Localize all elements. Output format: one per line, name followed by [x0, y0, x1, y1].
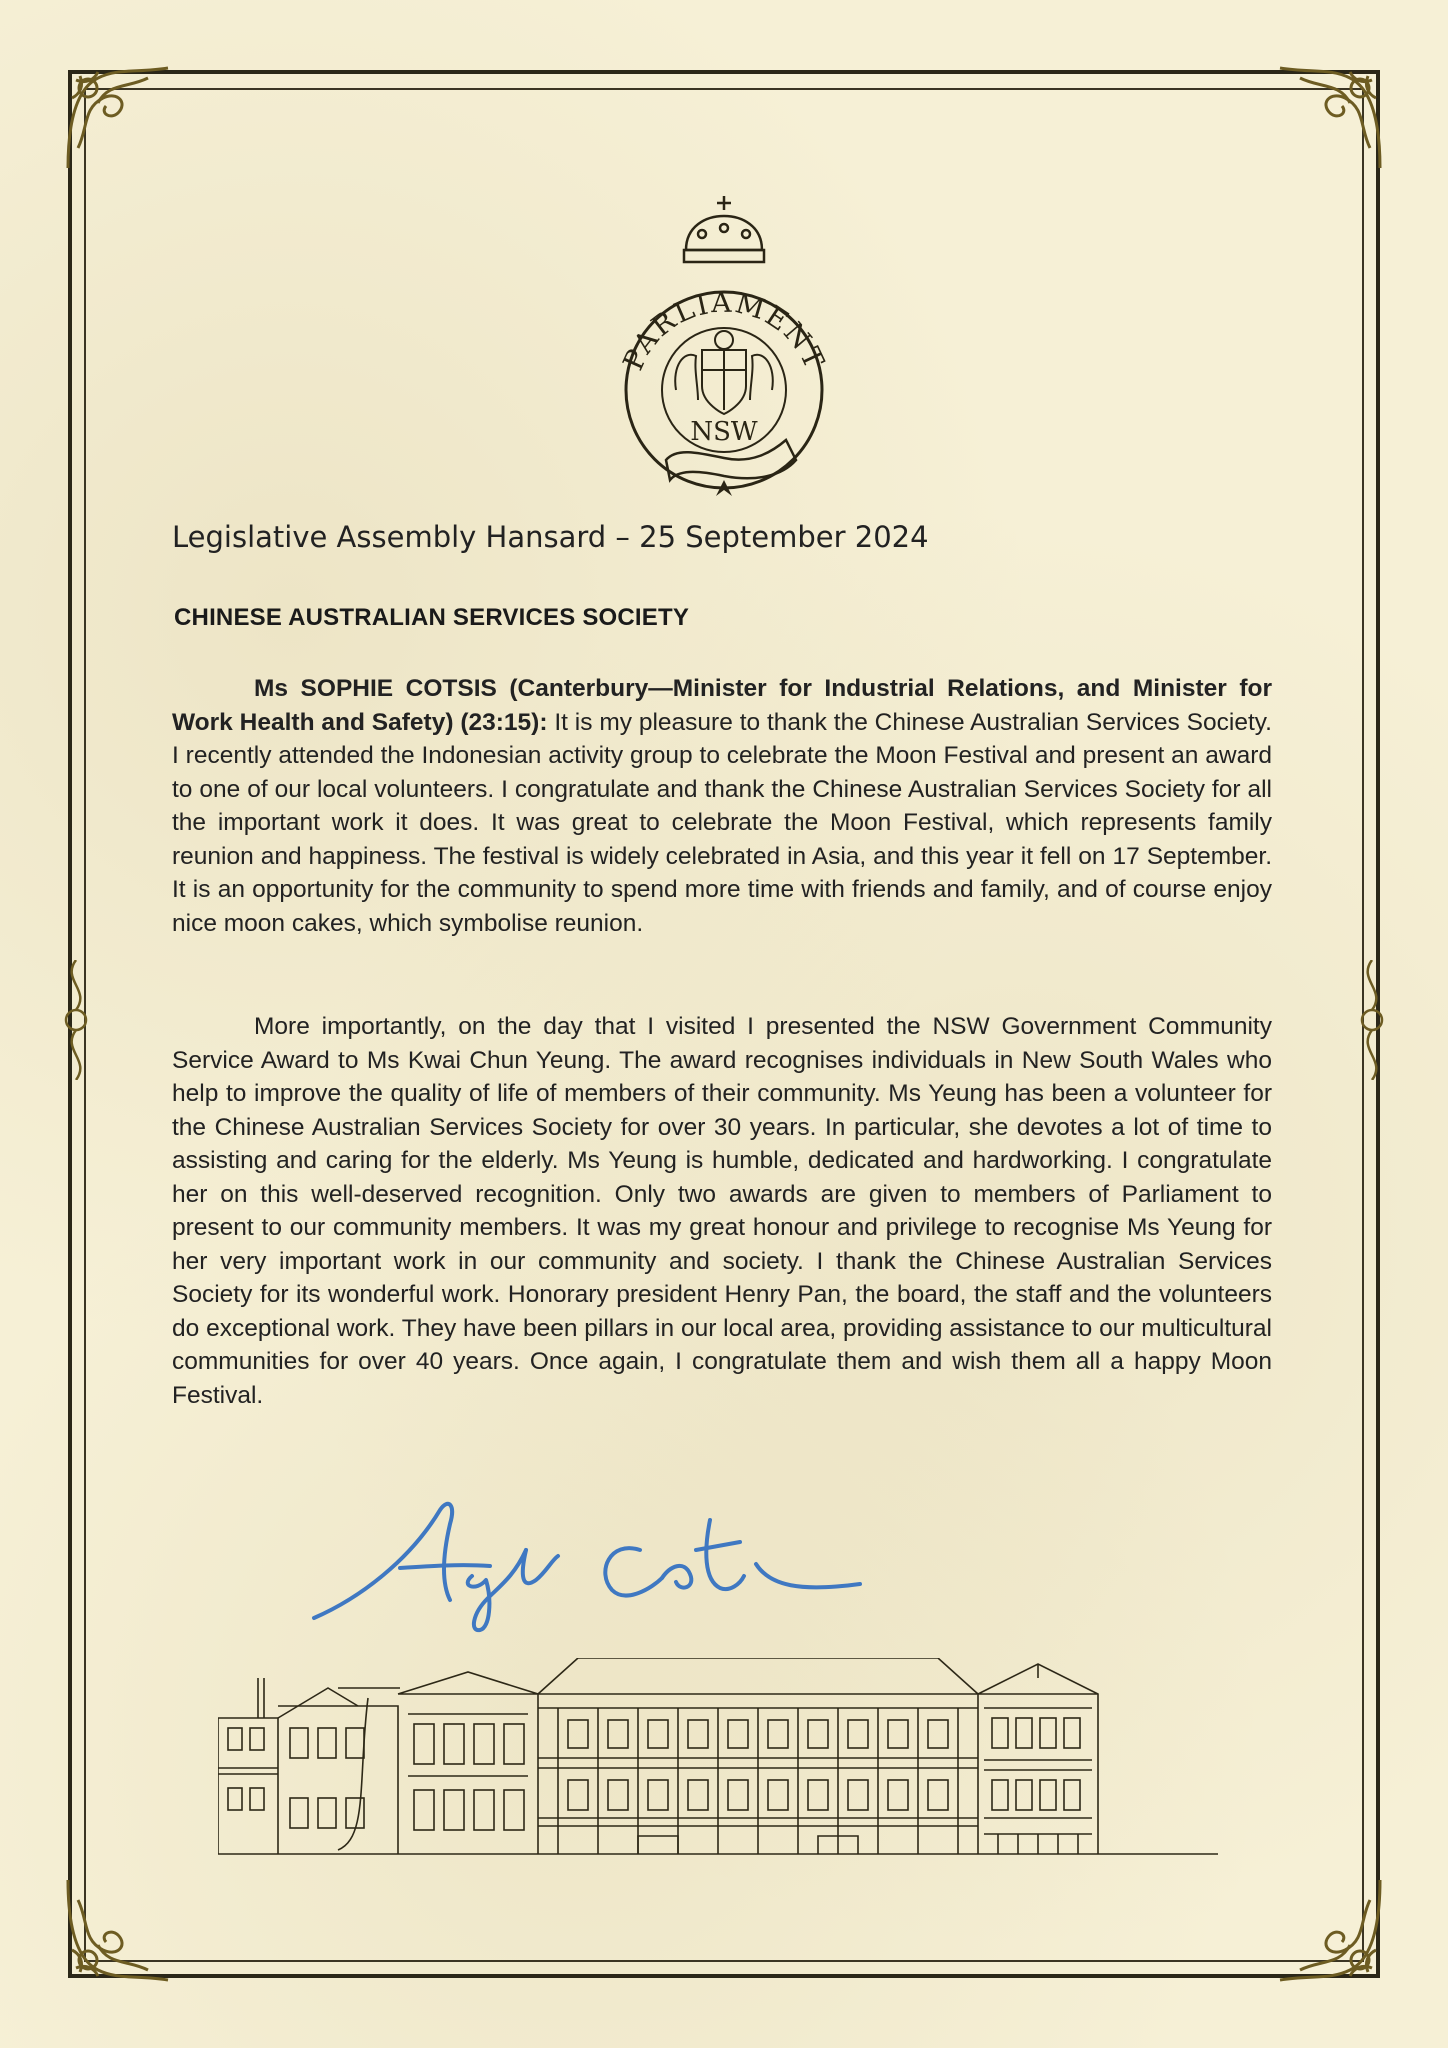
crest-text-top: PARLIAMENT — [616, 285, 832, 376]
ornate-corner-icon — [58, 1870, 178, 1990]
parliament-nsw-crest-icon — [606, 190, 842, 510]
parliament-house-drawing — [218, 1658, 1218, 1858]
ornate-corner-icon — [1270, 58, 1390, 178]
paragraph-2-text: More importantly, on the day that I visited I presented the NSW Government Community Service Award to Ms Kwai Chun Yeung. The award recognises individuals in New South Wales who help to improve the quality of life of members of their community. Ms Yeung has been a volunteer for the Chinese Australian Services Society for over 30 years. In particular, she devotes a lot of time to assisting and caring for the elderly. Ms Yeung is humble, dedicated and hardworking. I congratulate her on this well-deserved recognition. Only two awards are given to members of Parliament to present to our community members. It was my great honour and privilege to recognise Ms Yeung for her very important work in our community and society. I thank the Chinese Australian Services Society for its wonderful work. Honorary president Henry Pan, the board, the staff and the volunteers do exceptional work. They have been pillars in our local area, providing assistance to our multicultural communities for over 40 years. Once again, I congratulate them and wish them all a happy Moon Festival. — [172, 1013, 1272, 1409]
crest-text-bottom: NSW — [690, 417, 758, 447]
ornate-corner-icon — [1270, 1870, 1390, 1990]
hansard-date-line: Legislative Assembly Hansard – 25 September 2024 — [172, 520, 929, 554]
paragraph-1-text: It is my pleasure to thank the Chinese Australian Services Society. I recently attended the Indonesian activity group to celebrate the Moon Festival and present an award to one of our local volunteers. I congratulate and thank the Chinese Australian Services Society for all the important work it does. It was great to celebrate the Moon Festival, which represents family reunion and happiness. The festival is widely celebrated in Asia, and this year it fell on 17 September. It is an opportunity for the community to spend more time with friends and family, and of course enjoy nice moon cakes, which symbolise reunion. — [172, 708, 1272, 937]
side-ornament-icon — [1352, 960, 1392, 1080]
handwritten-signature — [300, 1480, 880, 1640]
speaker-intro: Ms SOPHIE COTSIS (Canterbury—Minister for Industrial Relations, and Minister for Work Health and Safety) (23:15): — [172, 675, 1272, 736]
speech-paragraph-2 — [172, 1010, 1272, 1412]
side-ornament-icon — [56, 960, 96, 1080]
speech-paragraph-1 — [172, 672, 1272, 940]
ornate-corner-icon — [58, 58, 178, 178]
page-title: CHINESE AUSTRALIAN SERVICES SOCIETY — [174, 604, 690, 631]
